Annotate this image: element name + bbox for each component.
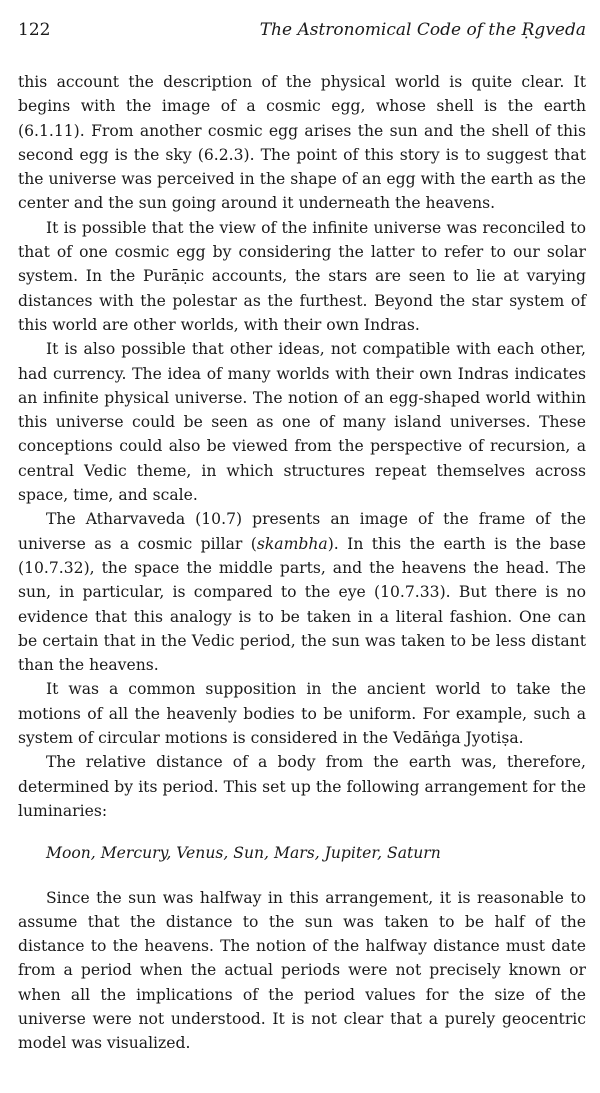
paragraph-4-text-after: ). In this the earth is the base (10.7.32), the space the middle parts, and the heavens the head. The sun, in particular, is compared to the eye (10.7.33). But there is no evidence that this analogy is to be taken in a literal fashion. One can be certain that in the Vedic period, the sun was taken to be less distant than the heavens. (18, 534, 586, 675)
paragraph-2: It is possible that the view of the infinite universe was reconciled to that of one cosmic egg by considering the latter to refer to our solar system. In the Purāṇic accounts, the stars are seen to lie at varying distances with the polestar as the furthest. Beyond the star system of this world are other worlds, with their own Indras. (18, 218, 586, 334)
paragraph-7: Since the sun was halfway in this arrangement, it is reasonable to assume that the distance to the sun was taken to be half of the distance to the heavens. The notion of the halfway distance must date from a period when the actual periods were not precisely known or when all the implications of the period values for the size of the universe were not understood. It is not clear that a purely geocentric model was visualized. (18, 888, 586, 1053)
running-title: The Astronomical Code of the Ṛgveda (259, 20, 586, 40)
page-number: 122 (18, 20, 51, 40)
body-text (18, 70, 586, 1056)
paragraph-5: It was a common supposition in the ancient world to take the motions of all the heavenly bodies to be uniform. For example, such a system of circular motions is considered in the Vedāṅga Jyotiṣa. (18, 680, 586, 748)
running-head (18, 14, 586, 46)
luminaries-list: Moon, Mercury, Venus, Sun, Mars, Jupiter, Saturn (46, 844, 441, 863)
paragraph-1: this account the description of the physical world is quite clear. It begins with the image of a cosmic egg, whose shell is the earth (6.1.11). From another cosmic egg arises the sun and the shell of this second egg is the sky (6.2.3). The point of this story is to suggest that the universe was perceived in the shape of an egg with the earth as the center and the sun going around it underneath the heavens. (18, 73, 586, 213)
paragraph-3: It is also possible that other ideas, not compatible with each other, had currency. The idea of many worlds with their own Indras indicates an infinite physical universe. The notion of an egg-shaped world within this universe could be seen as one of many island universes. These conceptions could also be viewed from the perspective of recursion, a central Vedic theme, in which structures repeat themselves across space, time, and scale. (18, 340, 586, 505)
paragraph-4-text-before: The Atharvaveda (10.7) presents an image of the frame of the universe as a cosmic pillar ( (18, 510, 586, 553)
paragraph-6: The relative distance of a body from the earth was, therefore, determined by its period. This set up the following arrangement for the luminaries: (18, 753, 586, 820)
paragraph-4 (18, 507, 586, 677)
term-skambha: skambha (256, 534, 328, 553)
